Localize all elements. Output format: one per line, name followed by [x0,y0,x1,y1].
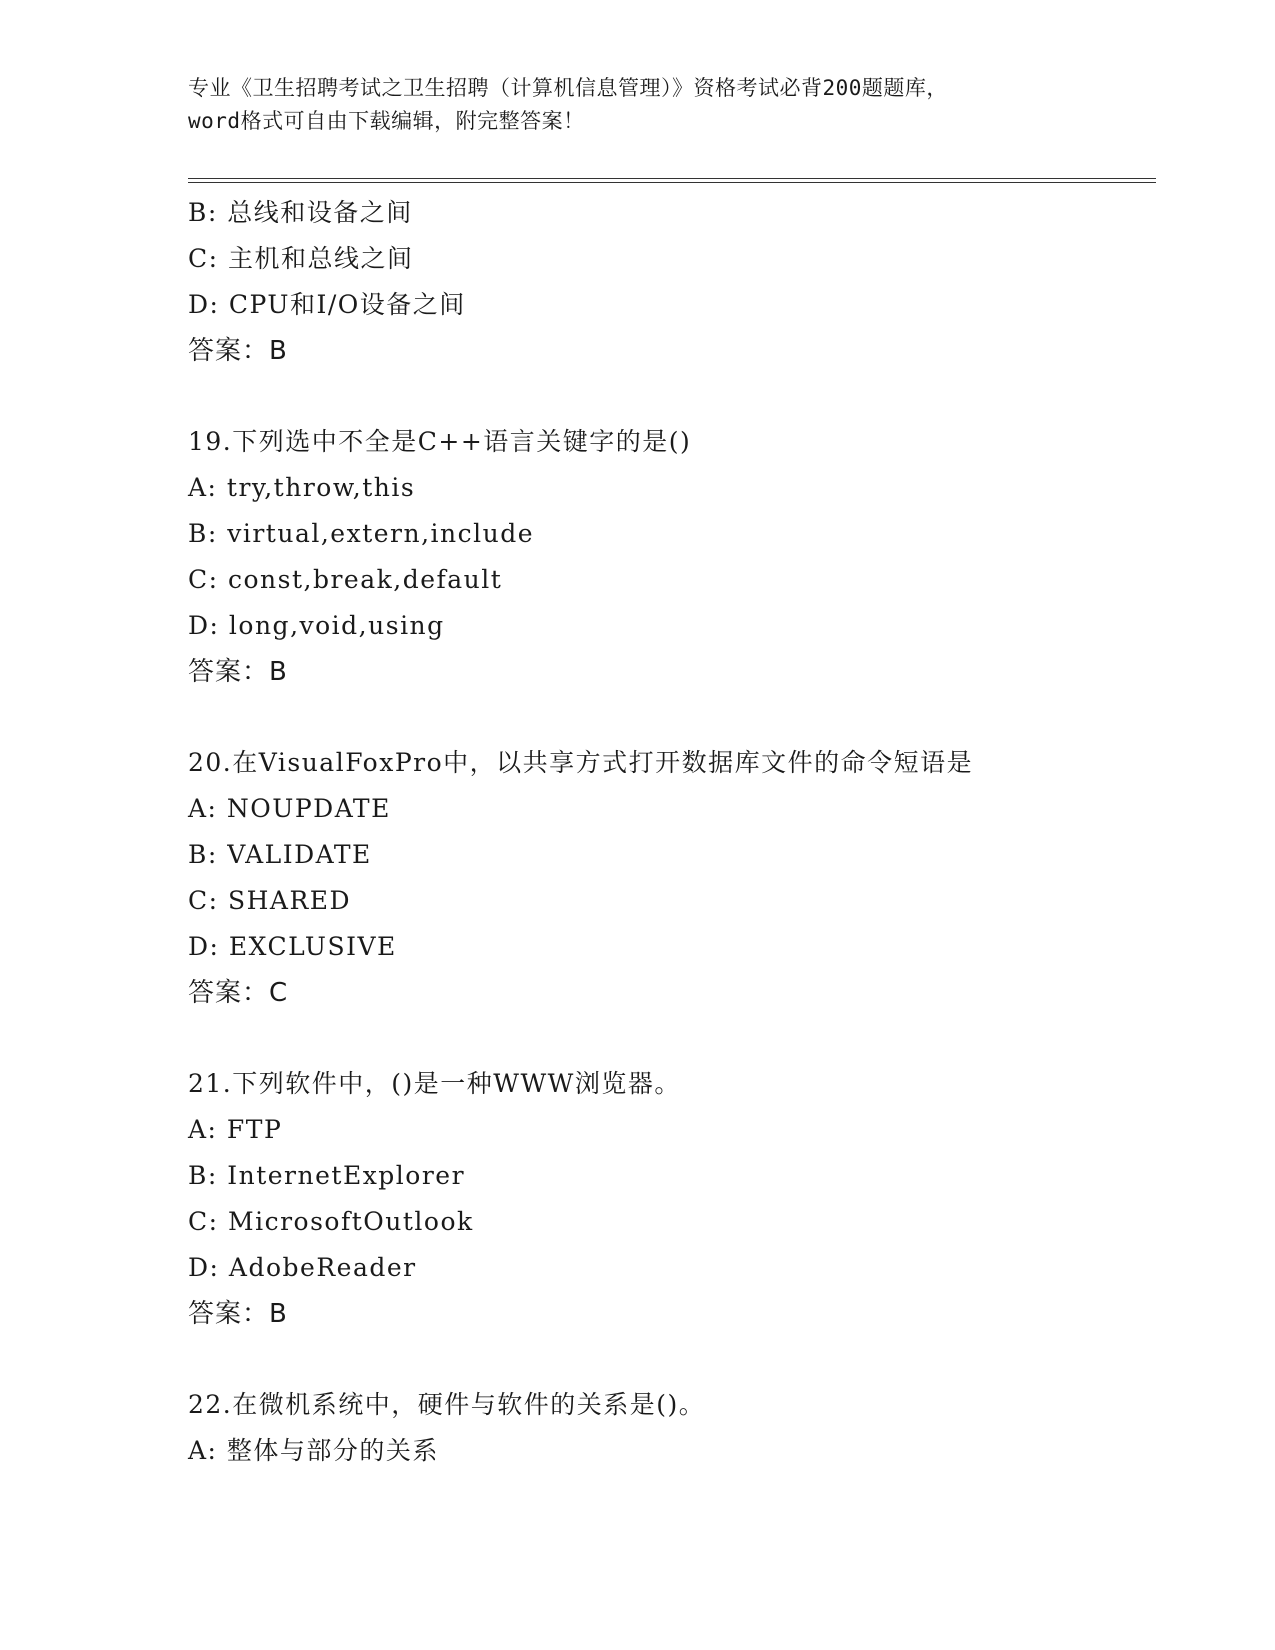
question-text: 21.下列软件中，()是一种WWW浏览器。 [188,1069,681,1098]
option-b: B: InternetExplorer [188,1161,466,1190]
question-block-20 [188,740,1156,1016]
option-a: A: FTP [188,1115,283,1144]
option-d: D: CPU和I/O设备之间 [188,290,466,319]
question-block-22 [188,1382,1156,1474]
question-text: 20.在VisualFoxPro中，以共享方式打开数据库文件的命令短语是 [188,748,974,777]
option-c: C: const,break,default [188,565,503,594]
option-c: C: SHARED [188,886,352,915]
header-line-1: 专业《卫生招聘考试之卫生招聘（计算机信息管理）》资格考试必背200题题库， [188,76,948,100]
option-a: A: try,throw,this [188,473,416,502]
question-block-21 [188,1061,1156,1337]
question-text: 22.在微机系统中，硬件与软件的关系是()。 [188,1390,706,1419]
option-b: B: 总线和设备之间 [188,198,413,227]
answer-line: 答案：B [188,336,288,366]
option-c: C: MicrosoftOutlook [188,1207,474,1236]
header-line-2: word格式可自由下载编辑，附完整答案！ [188,109,585,133]
question-block-18 [188,190,1156,374]
document-header [188,72,1088,138]
question-text: 19.下列选中不全是C++语言关键字的是() [188,427,692,456]
answer-line: 答案：B [188,657,288,687]
option-c: C: 主机和总线之间 [188,244,414,273]
answer-line: 答案：B [188,1299,288,1329]
document-body [188,190,1156,1474]
option-a: A: 整体与部分的关系 [188,1436,439,1465]
answer-line: 答案：C [188,978,289,1008]
question-block-19 [188,419,1156,695]
option-d: D: long,void,using [188,611,445,640]
option-b: B: virtual,extern,include [188,519,535,548]
option-b: B: VALIDATE [188,840,372,869]
option-a: A: NOUPDATE [188,794,391,823]
option-d: D: EXCLUSIVE [188,932,397,961]
header-divider [188,178,1156,183]
option-d: D: AdobeReader [188,1253,417,1282]
